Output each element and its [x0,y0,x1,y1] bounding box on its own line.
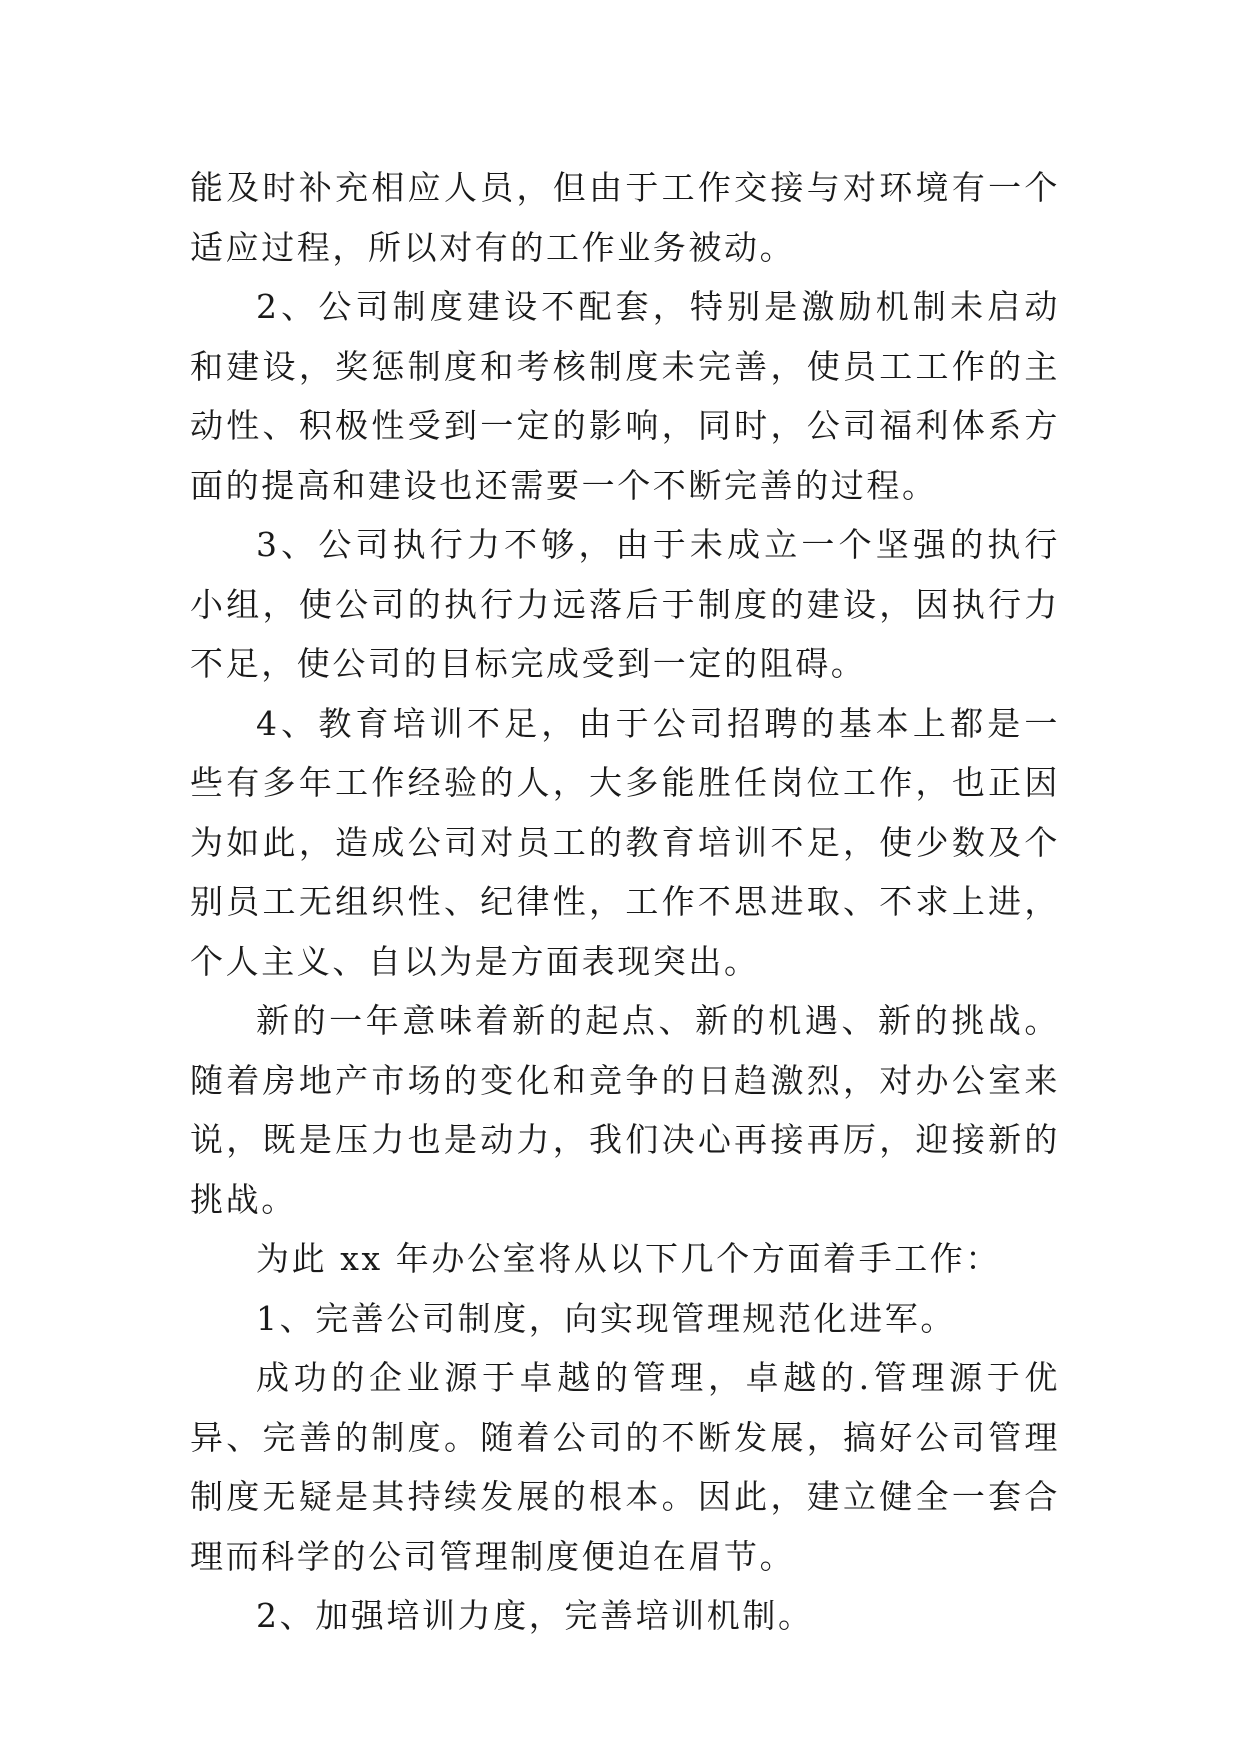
paragraph-item-2-system-construction: 2、公司制度建设不配套，特别是激励机制未启动和建设，奖惩制度和考核制度未完善，使员工工作的主动性、积极性受到一定的影响，同时，公司福利体系方面的提高和建设也还需要一个不断完善的过程。 [190,287,1060,505]
paragraph-plan-item-1: 1、完善公司制度，向实现管理规范化进军。 [256,1298,956,1338]
paragraph-item-3-execution: 3、公司执行力不够，由于未成立一个坚强的执行小组，使公司的执行力远落后于制度的建设，因执行力不足，使公司的目标完成受到一定的阻碍。 [190,525,1060,683]
document-body [190,158,1060,1646]
paragraph-item-4-training: 4、教育培训不足，由于公司招聘的基本上都是一些有多年工作经验的人，大多能胜任岗位工作，也正因为如此，造成公司对员工的教育培训不足，使少数及个别员工无组织性、纪律性，工作不思进取、不求上进，个人主义、自以为是方面表现突出。 [190,703,1060,981]
paragraph-management-system: 成功的企业源于卓越的管理，卓越的.管理源于优异、完善的制度。随着公司的不断发展，搞好公司管理制度无疑是其持续发展的根本。因此，建立健全一套合理而科学的公司管理制度便迫在眉节。 [190,1358,1060,1576]
paragraph-continuation: 能及时补充相应人员，但由于工作交接与对环境有一个适应过程，所以对有的工作业务被动。 [190,168,1060,267]
paragraph-new-year: 新的一年意味着新的起点、新的机遇、新的挑战。随着房地产市场的变化和竞争的日趋激烈，对办公室来说，既是压力也是动力，我们决心再接再厉，迎接新的挑战。 [190,1001,1060,1219]
paragraph-plan-item-2: 2、加强培训力度，完善培训机制。 [256,1596,814,1635]
paragraph-plan-intro: 为此 xx 年办公室将从以下几个方面着手工作： [256,1239,1002,1278]
